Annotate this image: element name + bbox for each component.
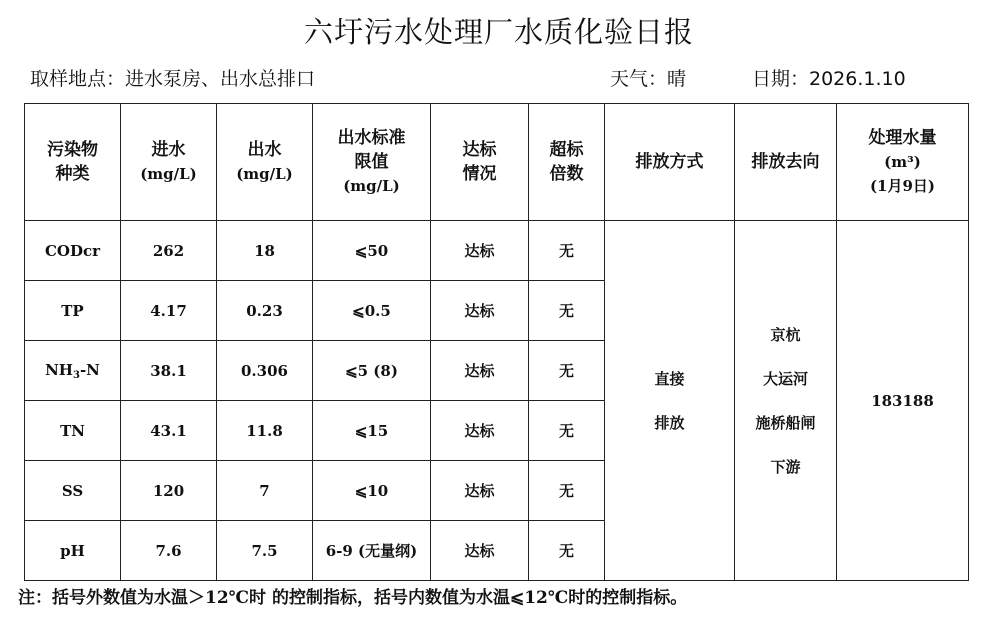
table-row [25,221,969,281]
sampling-location: 取样地点：进水泵房、出水总排口 [30,68,316,90]
discharge-dest-cell: 京杭 大运河 施桥船闸 下游 [735,221,837,581]
inflow-value: 4.17 [121,281,217,341]
exceed-value: 无 [529,221,605,281]
param-name: pH [25,521,121,581]
header-inflow: 进水 (mg/L) [121,104,217,221]
limit-value: ⩽5 (8) [313,341,431,401]
outflow-value: 0.306 [217,341,313,401]
outflow-value: 7 [217,461,313,521]
param-name: $NH_3-N$ [25,341,121,401]
status-value: 达标 [431,341,529,401]
header-discharge-method: 排放方式 [605,104,735,221]
report-date: 日期：2026.1.10 [752,68,906,90]
report-title: 六圩污水处理厂水质化验日报 [303,15,694,49]
param-name: TP [25,281,121,341]
header-volume: 处理水量 (m³) (1月9日) [837,104,969,221]
treated-volume: 183188 [837,221,969,581]
exceed-value: 无 [529,521,605,581]
param-name: TN [25,401,121,461]
limit-value: ⩽10 [313,461,431,521]
limit-value: ⩽0.5 [313,281,431,341]
outflow-value: 7.5 [217,521,313,581]
header-row [25,104,969,221]
inflow-value: 120 [121,461,217,521]
inflow-value: 262 [121,221,217,281]
status-value: 达标 [431,521,529,581]
status-value: 达标 [431,281,529,341]
outflow-value: 18 [217,221,313,281]
param-name: CODcr [25,221,121,281]
header-discharge-dest: 排放去向 [735,104,837,221]
header-pollutant: 污染物 种类 [25,104,121,221]
exceed-value: 无 [529,461,605,521]
limit-value: ⩽50 [313,221,431,281]
header-status: 达标 情况 [431,104,529,221]
discharge-method-cell: 直接 排放 [605,221,735,581]
footnote: 注：括号外数值为水温＞12℃时 的控制指标，括号内数值为水温⩽12℃时的控制指标。 [18,588,688,608]
inflow-value: 38.1 [121,341,217,401]
header-exceed: 超标 倍数 [529,104,605,221]
header-limit: 出水标准 限值 (mg/L) [313,104,431,221]
outflow-value: 0.23 [217,281,313,341]
limit-value: ⩽15 [313,401,431,461]
exceed-value: 无 [529,281,605,341]
exceed-value: 无 [529,401,605,461]
inflow-value: 7.6 [121,521,217,581]
weather: 天气：晴 [610,68,687,90]
param-name: SS [25,461,121,521]
status-value: 达标 [431,221,529,281]
header-outflow: 出水 (mg/L) [217,104,313,221]
limit-value: 6-9 (无量纲) [313,521,431,581]
status-value: 达标 [431,461,529,521]
water-quality-table [24,103,969,581]
inflow-value: 43.1 [121,401,217,461]
exceed-value: 无 [529,341,605,401]
status-value: 达标 [431,401,529,461]
outflow-value: 11.8 [217,401,313,461]
